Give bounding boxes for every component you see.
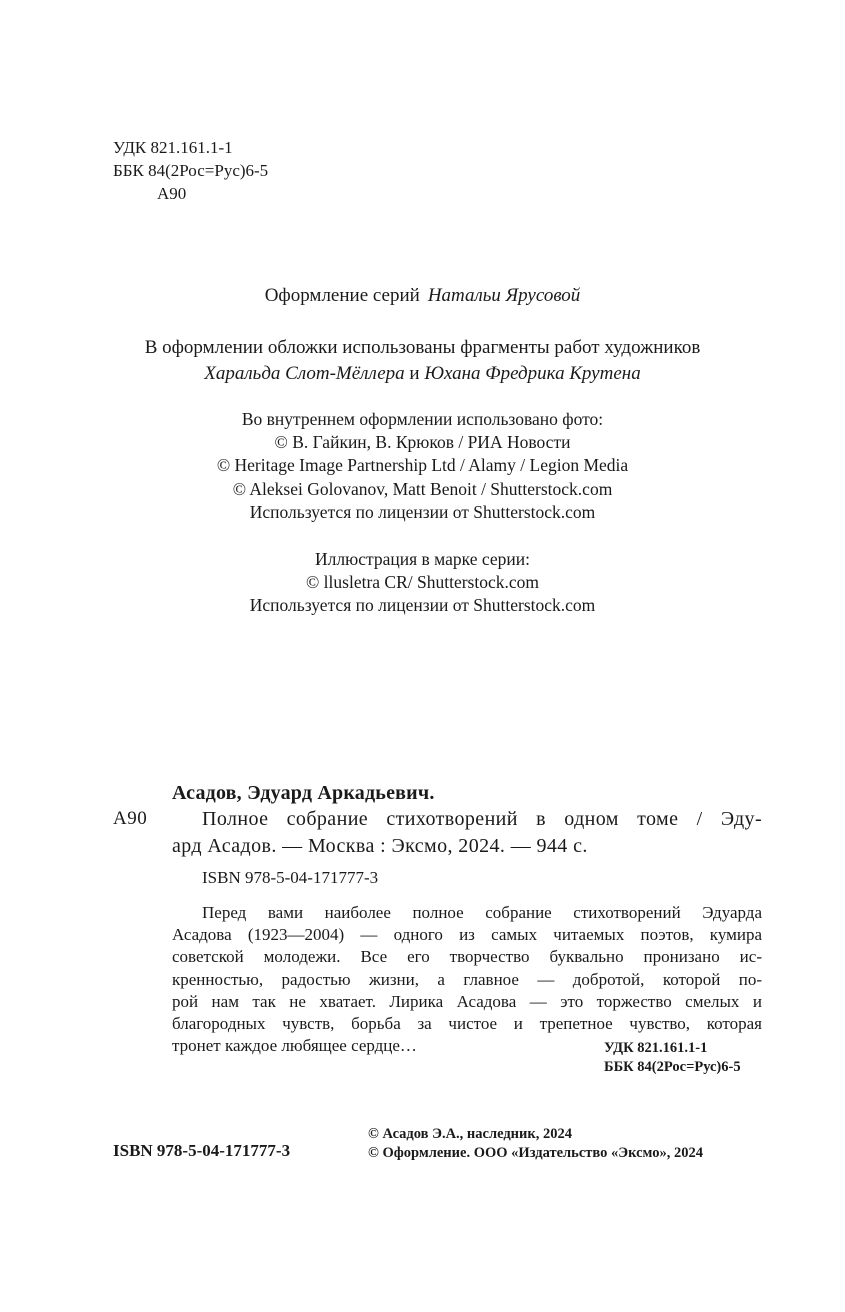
bibliography-title-line: ард Асадов. — Москва : Эксмо, 2024. — 944 с. — [172, 835, 588, 857]
footer-isbn: ISBN 978-5-04-171777-3 — [113, 1141, 291, 1160]
photo-credit-line: Во внутреннем оформлении использовано фото: — [241, 409, 604, 429]
photo-credit-line: © Heritage Image Partnership Ltd / Alamy / Legion Media — [216, 455, 629, 476]
abstract-line: благородных чувств, борьба за чистое и трепетное чувство, которая — [172, 1014, 762, 1034]
bibliography-title-line: Полное собрание стихотворений в одном томе / Эду- — [202, 808, 762, 830]
bbk-code: ББК 84(2Рос=Рус)6-5 — [604, 1059, 741, 1075]
series-designer-name: Натальи Ярусовой — [427, 285, 581, 306]
classification-codes — [113, 136, 268, 205]
bibliography-code: А90 — [113, 808, 148, 829]
illustration-credit-line: © llusletra CR/ Shutterstock.com — [306, 572, 539, 593]
copyright-line: © Асадов Э.А., наследник, 2024 — [368, 1126, 572, 1142]
photo-credit-line: Используется по лицензии от Shutterstock.com — [249, 501, 596, 522]
illustration-credit-line: Используется по лицензии от Shutterstock.com — [249, 595, 596, 616]
cover-artist-connector: и — [409, 363, 420, 384]
author-mark: А90 — [157, 184, 187, 203]
abstract-line: тронет каждое любящее сердце… — [172, 1036, 417, 1056]
series-design-credit — [0, 285, 845, 307]
abstract-line: кренностью, радостью жизни, а главное — добротой, которой по- — [172, 969, 762, 989]
cover-artist-2: Юхана Фредрика Крутена — [424, 363, 641, 384]
abstract-line: Асадова (1923—2004) — одного из самых читаемых поэтов, кумира — [172, 925, 762, 945]
bibliography-isbn: ISBN 978-5-04-171777-3 — [202, 868, 379, 887]
classification-codes-right — [604, 1039, 741, 1077]
illustration-credit-line: Иллюстрация в марке серии: — [315, 549, 530, 569]
photo-credit-line: © В. Гайкин, В. Крюков / РИА Новости — [274, 432, 571, 453]
bibliography-author: Асадов, Эдуард Аркадьевич. — [172, 782, 435, 804]
series-design-label: Оформление серий — [264, 285, 420, 306]
udk-code: УДК 821.161.1-1 — [604, 1040, 708, 1056]
abstract — [172, 902, 762, 1057]
photo-credit-line: © Aleksei Golovanov, Matt Benoit / Shutterstock.com — [232, 478, 613, 499]
photo-credits — [0, 408, 845, 524]
cover-credit-line: В оформлении обложки использованы фрагменты работ художников — [144, 337, 701, 358]
copyright-block — [368, 1125, 703, 1163]
illustration-credits — [0, 548, 845, 618]
abstract-line: рой нам так не хватает. Лирика Асадова — это торжество смелых и — [172, 991, 762, 1011]
cover-artist-1: Харальда Слот-Мёллера — [204, 363, 405, 384]
copyright-line: © Оформление. ООО «Издательство «Эксмо», 2024 — [368, 1145, 703, 1161]
udk-code: УДК 821.161.1-1 — [113, 138, 233, 157]
bibliography-title — [172, 806, 762, 860]
bbk-code: ББК 84(2Рос=Рус)6-5 — [113, 161, 269, 180]
cover-credit — [0, 335, 845, 387]
abstract-line: Перед вами наиболее полное собрание стихотворений Эдуарда — [202, 903, 762, 922]
abstract-line: советской молодежи. Все его творчество буквально пронизано ис- — [172, 947, 762, 967]
